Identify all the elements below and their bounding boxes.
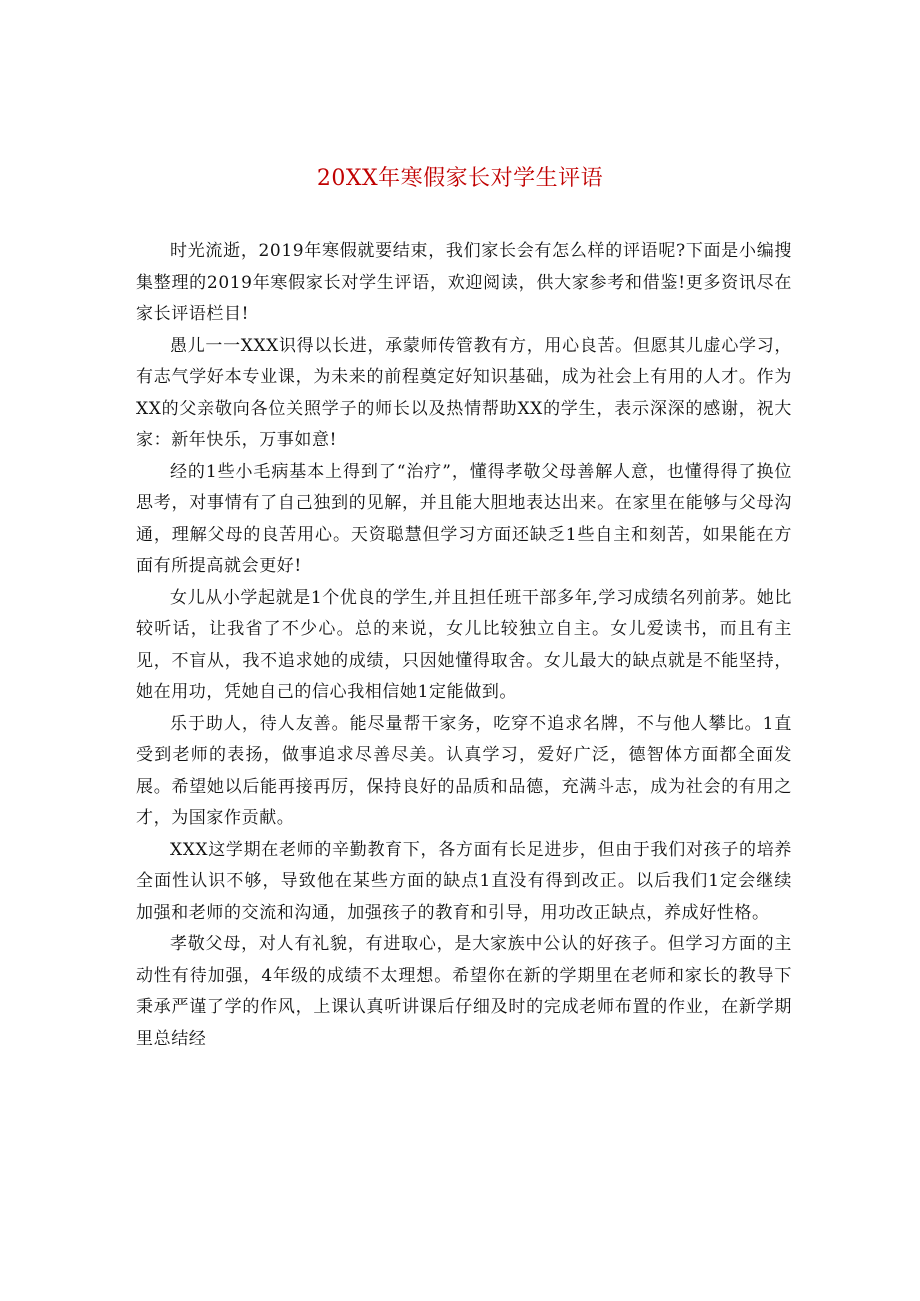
paragraph-comment-1: 愚儿一一XXX识得以长进，承蒙师传管教有方，用心良苦。但愿其儿虚心学习，有志气学好本专业课，为未来的前程奠定好知识基础，成为社会上有用的人才。作为XX的父亲敬向各位关照学子的师长以及热情帮助XX的学生，表示深深的感谢，祝大家：新年快乐，万事如意!	[136, 335, 792, 450]
paragraph-comment-6: 孝敬父母，对人有礼貌，有进取心，是大家族中公认的好孩子。但学习方面的主动性有待加强，4年级的成绩不太理想。希望你在新的学期里在老师和家长的教导下秉承严谨了学的作风，上课认真听讲课后仔细及时的完成老师布置的作业，在新学期里总结经	[136, 934, 792, 1049]
paragraph-comment-4: 乐于助人，待人友善。能尽量帮干家务，吃穿不追求名牌，不与他人攀比。1直受到老师的表扬，做事追求尽善尽美。认真学习，爱好广泛，德智体方面都全面发展。希望她以后能再接再厉，保持良好的品质和品德，充满斗志，成为社会的有用之才，为国家作贡献。	[136, 713, 792, 828]
paragraph-intro: 时光流逝，2019年寒假就要结束，我们家长会有怎么样的评语呢?下面是小编搜集整理的2019年寒假家长对学生评语，欢迎阅读，供大家参考和借鉴!更多资讯尽在家长评语栏目!	[136, 241, 792, 324]
document-title: 20XX年寒假家长对学生评语	[316, 166, 604, 191]
paragraph-comment-2: 经的1些小毛病基本上得到了“治疗”，懂得孝敬父母善解人意，也懂得得了换位思考，对事情有了自己独到的见解，并且能大胆地表达出来。在家里在能够与父母沟通，理解父母的良苦用心。天资聪慧但学习方面还缺乏1些自主和刻苦，如果能在方面有所提高就会更好!	[136, 461, 792, 576]
paragraph-comment-3: 女儿从小学起就是1个优良的学生,并且担任班干部多年,学习成绩名列前茅。她比较听话，让我省了不少心。总的来说，女儿比较独立自主。女儿爱读书，而且有主见，不盲从，我不追求她的成绩，只因她懂得取舍。女儿最大的缺点就是不能坚持，她在用功，凭她自己的信心我相信她1定能做到。	[136, 587, 792, 702]
document-body	[136, 236, 792, 1055]
paragraph-comment-5: XXX这学期在老师的辛勤教育下，各方面有长足进步，但由于我们对孩子的培养全面性认识不够，导致他在某些方面的缺点1直没有得到改正。以后我们1定会继续加强和老师的交流和沟通，加强孩子的教育和引导，用功改正缺点，养成好性格。	[136, 839, 792, 923]
